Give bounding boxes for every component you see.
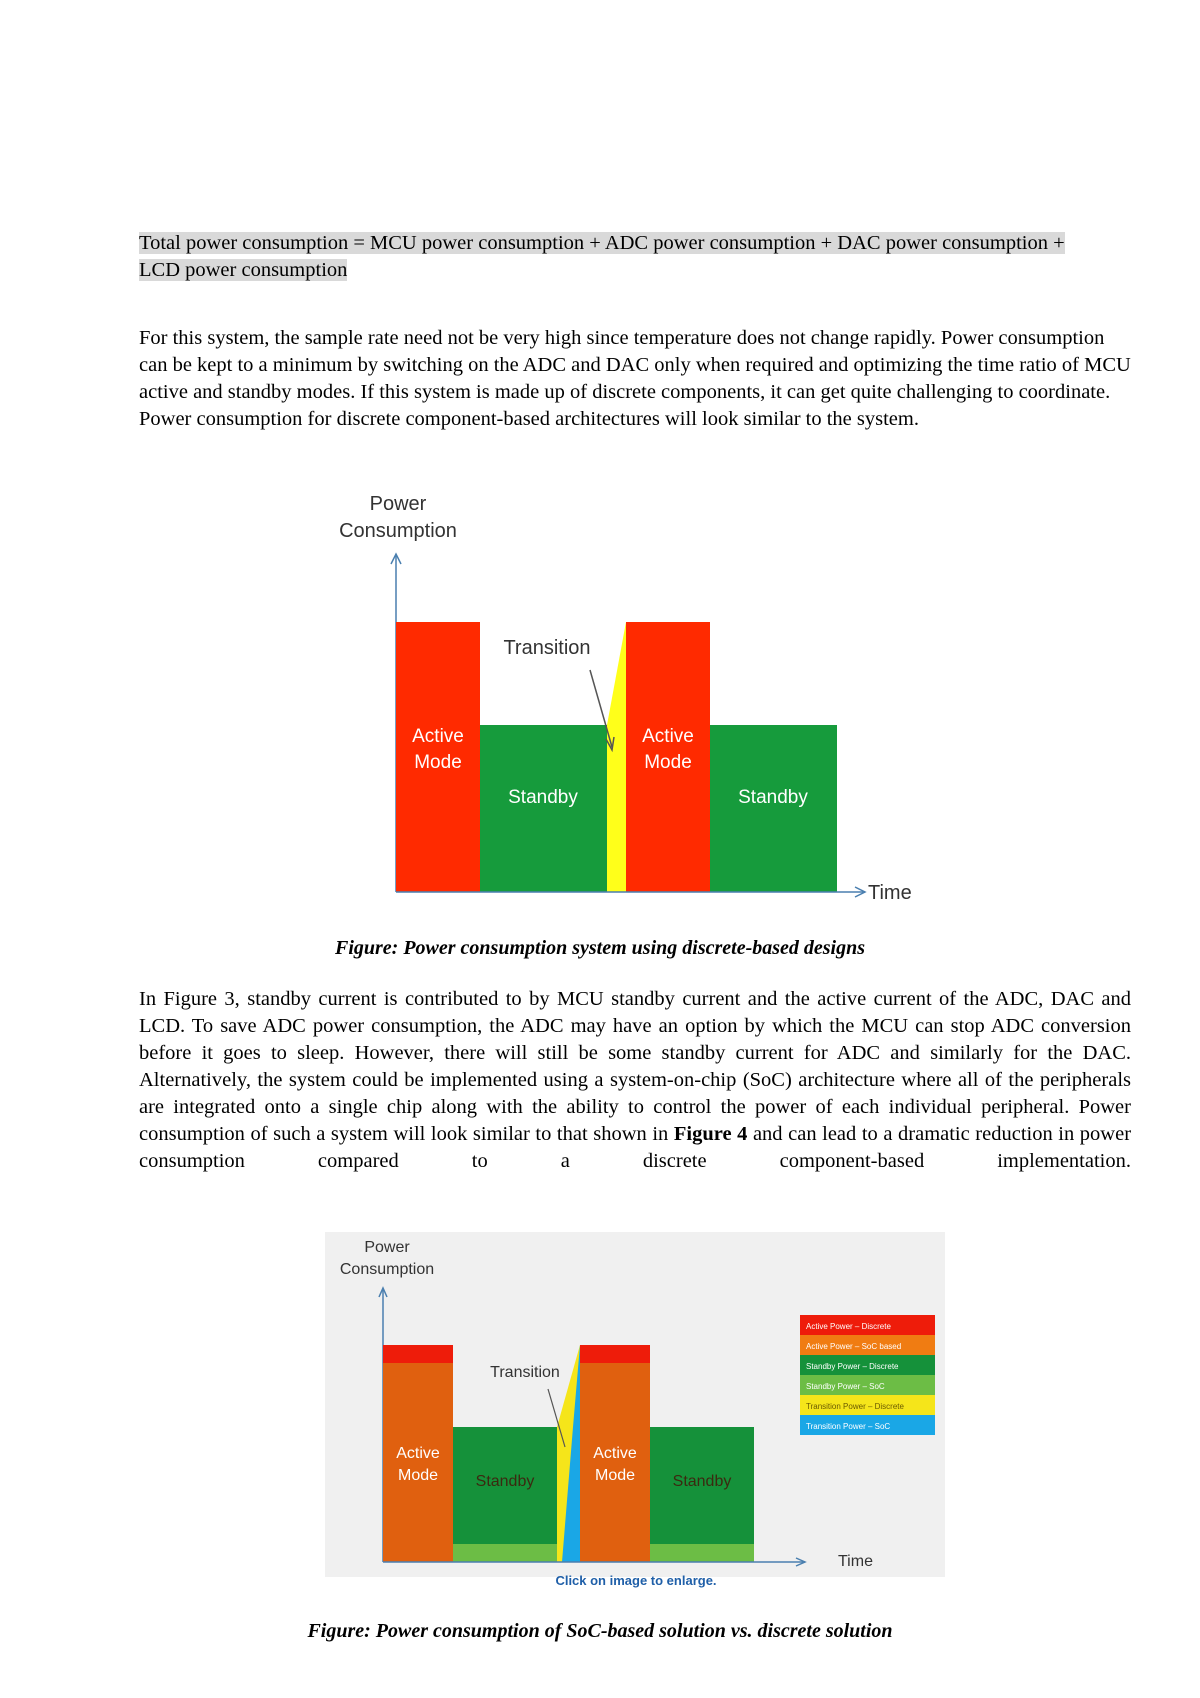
paragraph-soc <box>139 986 1131 1175</box>
fig2-y-axis-label-line1: Power <box>364 1239 410 1256</box>
y-axis-label-line1: Power <box>369 493 427 515</box>
paragraph-soc-part2: and can lead to a dramatic reduction in power consumption compared to a discrete component-based implementation. <box>139 1123 1132 1172</box>
enlarge-image-link[interactable]: Click on image to enlarge. <box>555 1573 717 1588</box>
fig2-legend <box>800 1315 935 1435</box>
fig2-active-discrete-cap-1 <box>383 1345 453 1363</box>
legend-label: Standby Power – SoC <box>806 1382 885 1391</box>
legend-label: Standby Power – Discrete <box>806 1362 899 1371</box>
fig2-active-label-1-line1: Active <box>396 1445 440 1462</box>
standby-bar-1 <box>480 725 607 892</box>
fig2-standby-label-1: Standby <box>475 1473 535 1490</box>
formula-highlight: Total power consumption = MCU power consumption + ADC power consumption + DAC power consumption + LCD power consumption <box>139 232 1065 281</box>
standby-label-2: Standby <box>738 787 808 808</box>
fig2-standby-soc-band-2 <box>650 1544 754 1562</box>
legend-label: Active Power – Discrete <box>806 1322 891 1331</box>
fig2-y-axis-label-line2: Consumption <box>339 1261 435 1278</box>
transition-bar <box>607 622 626 892</box>
fig2-x-axis-label: Time <box>838 1553 873 1570</box>
standby-label-1: Standby <box>508 787 578 808</box>
paragraph-intro: For this system, the sample rate need not be very high since temperature does not change rapidly. Power consumption can be kept to a minimum by switching on the ADC and DAC only when required and optimizing the time ratio of MCU active and standby modes. If this system is made up of discrete components, it can get quite challenging to coordinate. Power consumption for discrete component-based architectures will look similar to the system. <box>139 327 1131 430</box>
active-label-1-line1: Active <box>412 726 464 747</box>
standby-bar-2 <box>710 725 837 892</box>
paragraph-soc-part1: In Figure 3, standby current is contributed to by MCU standby current and the active current of the ADC, DAC and LCD. To save ADC power consumption, the ADC may have an option by which the MCU can stop ADC conversion before it goes to sleep. However, there will still be some standby current for ADC and similarly for the DAC. Alternatively, the system could be implemented using a system-on-chip (SoC) architecture where all of the peripherals are integrated onto a single chip along with the ability to control the power of each individual peripheral. Power consumption of such a system will look similar to that shown in <box>139 988 1131 1145</box>
fig2-active-label-2-line1: Active <box>593 1445 637 1462</box>
y-axis-label-line2: Consumption <box>339 520 457 542</box>
figure4-reference: Figure 4 <box>673 1123 748 1145</box>
figure1-caption: Figure: Power consumption system using discrete-based designs <box>334 937 866 959</box>
legend-label: Active Power – SoC based <box>806 1342 902 1351</box>
active-label-2-line2: Mode <box>644 752 692 773</box>
legend-label: Transition Power – Discrete <box>806 1402 904 1411</box>
fig2-active-label-1-line2: Mode <box>397 1467 439 1484</box>
active-label-2-line1: Active <box>642 726 694 747</box>
fig2-standby-soc-band-1 <box>453 1544 557 1562</box>
figure-soc-vs-discrete-chart[interactable] <box>325 1232 945 1577</box>
active-label-1-line2: Mode <box>414 752 462 773</box>
figure2-caption: Figure: Power consumption of SoC-based solution vs. discrete solution <box>307 1620 893 1642</box>
fig2-standby-label-2: Standby <box>672 1473 732 1490</box>
legend-label: Transition Power – SoC <box>806 1422 891 1431</box>
fig2-active-label-2-line2: Mode <box>594 1467 636 1484</box>
transition-label: Transition <box>503 637 591 659</box>
fig2-active-discrete-cap-2 <box>580 1345 650 1363</box>
figure-discrete-power-chart <box>320 492 960 912</box>
x-axis-label: Time <box>868 882 912 904</box>
formula-text <box>139 230 1079 284</box>
fig2-standby-bar-2 <box>650 1427 754 1562</box>
fig2-transition-label: Transition <box>490 1364 560 1381</box>
fig2-standby-bar-1 <box>453 1427 557 1562</box>
